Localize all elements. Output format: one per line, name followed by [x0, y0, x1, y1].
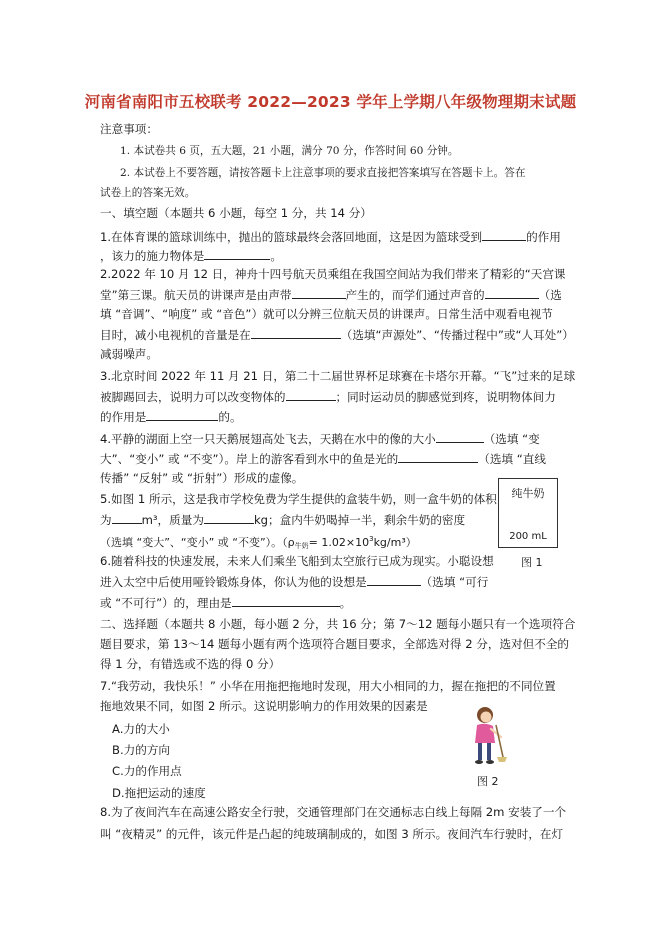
- q5-text-d: （选填 “变大”、“变小” 或 “不变”）。（ρ: [100, 536, 295, 549]
- q1-line1: [100, 228, 561, 246]
- q5-text-c: kg；盒内牛奶喝掉一半，剩余牛奶的密度: [253, 513, 466, 527]
- q2-line5: 减弱噪声。: [100, 347, 158, 361]
- q2-blank-1[interactable]: [292, 286, 346, 299]
- q2-text-d: 目时，减小电视机的音量是在: [100, 328, 251, 342]
- q2-line4: [100, 326, 574, 344]
- q3-text-c: 的作用是: [100, 410, 147, 424]
- note-1: 1. 本试卷共 6 页，五大题，21 小题，满分 70 分，作答时间 60 分钟。: [120, 145, 459, 157]
- q2-line1: 2.2022 年 10 月 12 日，神舟十四号航天员乘组在我国空间站为我们带来了精彩的“天宫课: [100, 267, 566, 281]
- q3-text-d: 的。: [218, 410, 242, 424]
- exam-title: 河南省南阳市五校联考 2022—2023 学年上学期八年级物理期末试题: [84, 93, 577, 111]
- section-1-heading: 一、填空题（本题共 6 小题，每空 1 分，共 14 分）: [100, 206, 372, 220]
- q6-line3: [100, 594, 351, 612]
- q4-line2: [100, 450, 546, 468]
- q6-text-c: 或 “不可行”）的，理由是: [100, 596, 232, 610]
- q8-line1: 8.为了夜间汽车在高速公路安全行驶，交通管理部门在交通标志白线上每隔 2m 安装了一个: [100, 805, 567, 819]
- q1-text-b: 的作用: [526, 230, 561, 244]
- q2-text-c: （选: [538, 288, 562, 302]
- q3-line1: 3.北京时间 2022 年 11 月 21 日，第二十二届世界杯足球赛在卡塔尔开幕。“飞”过来的足球: [100, 369, 576, 383]
- q7-option-d[interactable]: D.拖把运动的速度: [112, 786, 206, 800]
- q1-line2: [100, 247, 282, 265]
- q4-text-d: （选填 “直线: [478, 452, 546, 466]
- q6-line1: 6.随着科技的快速发展，未来人们乘坐飞船到太空旅行已成为现实。小聪设想: [100, 554, 494, 568]
- section-2-line3: 得 1 分，有错选或不选的得 0 分）: [100, 657, 281, 671]
- milk-carton-figure: [498, 478, 558, 548]
- left-shoe: [475, 760, 483, 764]
- q2-text-a: 堂”第三课。航天员的讲课声是由声带: [100, 288, 292, 302]
- q7-line1: 7.“我劳动，我快乐！” 小华在用拖把拖地时发现，用大小相同的力，握在拖把的不同位置: [100, 679, 556, 693]
- q3-line2: [100, 388, 556, 406]
- q7-option-c[interactable]: C.力的作用点: [112, 764, 182, 778]
- q8-line2: 叫 “夜精灵” 的元件，该元件是凸起的纯玻璃制成的，如图 3 所示。夜间汽车行驶时，在灯: [100, 827, 564, 841]
- q6-blank-2[interactable]: [232, 594, 340, 607]
- q5-rho-subscript: 牛奶: [294, 542, 309, 550]
- q3-blank-1[interactable]: [286, 388, 336, 401]
- milk-carton-label: 纯牛奶: [511, 487, 545, 500]
- face-shape: [481, 712, 492, 723]
- figure-2-caption: 图 2: [477, 775, 499, 788]
- q2-blank-3[interactable]: [251, 326, 341, 339]
- q4-blank-2[interactable]: [398, 450, 478, 463]
- section-2-line1: 二、选择题（本题共 8 小题，每小题 2 分，共 16 分；第 7～12 题每小题只有一个选项符合: [100, 617, 576, 631]
- q4-blank-1[interactable]: [436, 430, 484, 443]
- girl-mopping-figure: [463, 705, 507, 769]
- right-leg: [487, 743, 491, 760]
- section-2-line2: 题目要求，第 13～14 题每小题有两个选项符合题目要求，全部选对得 2 分，选对但不全的: [100, 637, 570, 651]
- q4-text-c: 大”、“变小” 或 “不变”）。岸上的游客看到水中的鱼是光的: [100, 452, 399, 466]
- q5-text-f: kg/m³）: [373, 536, 417, 549]
- q5-blank-1[interactable]: [112, 511, 142, 524]
- q1-blank-2[interactable]: [204, 247, 270, 260]
- q4-text-b: （选填 “变: [483, 432, 540, 446]
- q5-text-a: 为: [100, 513, 112, 527]
- q6-line2: [100, 573, 488, 591]
- q6-blank-1[interactable]: [367, 573, 421, 586]
- q3-blank-2[interactable]: [146, 408, 218, 421]
- q3-text-a: 被脚踢回去，说明力可以改变物体的: [100, 390, 286, 404]
- mop-head: [497, 757, 507, 762]
- q2-blank-2[interactable]: [485, 286, 539, 299]
- q7-line2: 拖地效果不同，如图 2 所示。这说明影响力的作用效果的因素是: [100, 699, 428, 713]
- q3-text-b: ；同时运动员的脚感觉到疼，说明物体间力: [335, 390, 556, 404]
- apron-shape: [475, 724, 495, 743]
- q2-line2: [100, 286, 562, 304]
- q7-option-b[interactable]: B.力的方向: [112, 743, 171, 757]
- q6-text-a: 进入太空中后使用哑铃锻炼身体，你认为他的设想是: [100, 575, 367, 589]
- q5-blank-2[interactable]: [204, 511, 254, 524]
- right-shoe: [486, 760, 494, 764]
- q1-blank-1[interactable]: [482, 228, 526, 241]
- q1-text-a: 1.在体育课的篮球训练中，抛出的篮球最终会落回地面，这是因为篮球受到: [100, 230, 483, 244]
- q5-line1: 5.如图 1 所示，这是我市学校免费为学生提供的盒装牛奶，则一盒牛奶的体积: [100, 492, 497, 506]
- q1-text-c: ，该力的施力物体是: [100, 249, 205, 263]
- q6-text-d: 。: [339, 596, 352, 610]
- q5-line3: [100, 531, 417, 555]
- q5-text-e: = 1.02×10: [308, 536, 370, 549]
- mop-handle: [496, 725, 503, 757]
- q4-text-a: 4.平静的湖面上空一只天鹅展翅高处飞去，天鹅在水中的像的大小: [100, 432, 436, 446]
- note-2-line1: 2. 本试卷上不要答题，请按答题卡上注意事项的要求直接把答案填写在答题卡上。答在: [120, 167, 526, 179]
- notes-header: 注意事项：: [100, 122, 158, 136]
- q2-text-b: 产生的，而学们通过声音的: [345, 288, 485, 302]
- milk-carton-volume: 200 mL: [509, 531, 547, 542]
- note-2-line2: 试卷上的答案无效。: [100, 187, 196, 199]
- left-leg: [478, 743, 482, 760]
- q6-text-b: （选填 “可行: [420, 575, 489, 589]
- q5-line2: [100, 511, 465, 529]
- q1-text-d: 。: [270, 249, 282, 263]
- figure-1-caption: 图 1: [521, 556, 543, 569]
- q5-exponent: 3: [369, 535, 374, 543]
- q2-text-e: （选填“声源处”、“传播过程中”或“人耳处”）: [340, 328, 574, 342]
- q4-line3: 传播” “反射” 或 “折射”）形成的虚像。: [100, 471, 304, 485]
- q7-option-a[interactable]: A.力的大小: [112, 722, 170, 736]
- q2-line3: 填 “音调”、“响度” 或 “音色”）就可以分辨三位航天员的讲课声。日常生活中观看电视节: [100, 307, 553, 321]
- q5-text-b: m³，质量为: [141, 513, 204, 527]
- q4-line1: [100, 430, 540, 448]
- q3-line3: [100, 408, 242, 426]
